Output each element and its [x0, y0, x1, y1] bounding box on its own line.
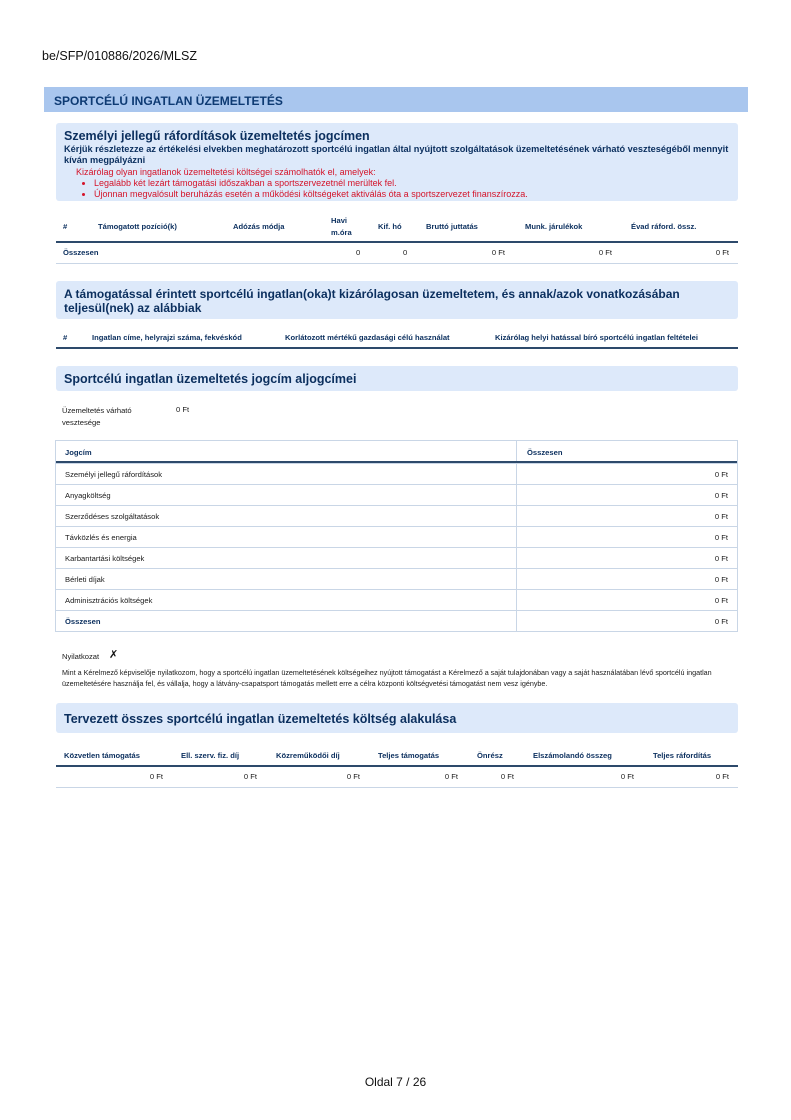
col-total-support: Teljes támogatás — [378, 751, 440, 760]
col-intermediary-fee: Közreműködői díj — [276, 751, 340, 760]
row-label: Személyi jellegű ráfordítások — [65, 470, 163, 479]
total-contributions: 0 Ft — [598, 248, 612, 257]
column-divider — [516, 548, 517, 568]
table-row — [56, 568, 737, 589]
col-gross: Bruttó juttatás — [426, 222, 478, 231]
column-divider — [516, 441, 517, 461]
declaration-text — [62, 668, 742, 689]
declaration-checkmark: ✗ — [109, 649, 119, 661]
col-local-conditions: Kizárólag helyi hatással bíró sportcélú ingatlan feltételei — [495, 333, 698, 342]
row-value: 0 Ft — [714, 554, 728, 563]
total-value: 0 Ft — [714, 617, 728, 626]
value-own-contribution: 0 Ft — [500, 772, 514, 781]
col-own-contribution: Önrész — [477, 751, 503, 760]
table-header-row — [56, 441, 737, 463]
value-control-fee: 0 Ft — [243, 772, 257, 781]
table-header-divider — [56, 765, 738, 767]
value-total-support: 0 Ft — [444, 772, 458, 781]
warning-item: • Legalább két lezárt támogatási időszakban a sportszervezetnél merültek fel. — [94, 178, 730, 189]
column-divider — [516, 527, 517, 547]
expected-loss-label-line: Üzemeltetés várható — [62, 406, 132, 415]
expected-loss-value: 0 Ft — [176, 405, 190, 414]
row-value: 0 Ft — [714, 491, 728, 500]
value-intermediary-fee: 0 Ft — [346, 772, 360, 781]
row-label: Karbantartási költségek — [65, 554, 145, 563]
value-direct-support: 0 Ft — [149, 772, 163, 781]
col-category: Jogcím — [65, 448, 92, 457]
col-position: Támogatott pozíció(k) — [98, 222, 177, 231]
column-divider — [516, 611, 517, 631]
col-address: Ingatlan címe, helyrajzi száma, fekvéskód — [92, 333, 242, 342]
table-header-divider — [56, 241, 738, 243]
row-value: 0 Ft — [714, 470, 728, 479]
col-settlement-amount: Elszámolandó összeg — [533, 751, 612, 760]
col-months: Kif. hó — [378, 222, 402, 231]
total-label: Összesen — [65, 617, 101, 626]
col-season-total: Évad ráford. össz. — [631, 222, 697, 231]
planned-costs-section — [56, 703, 738, 733]
row-value: 0 Ft — [714, 575, 728, 584]
col-monthly: Havi — [331, 216, 348, 225]
subcategory-table — [55, 440, 738, 632]
expected-loss-label-line: vesztesége — [62, 418, 101, 427]
total-label: Összesen — [63, 248, 99, 257]
section-title: A támogatással érintett sportcélú ingatlan(oka)t kizárólagosan üzemeltetem, és annak/azok vonatkozásában teljesül(nek) az alábbiak — [64, 287, 680, 315]
col-control-fee: Ell. szerv. fiz. díj — [181, 751, 240, 760]
expected-loss-label — [62, 405, 132, 429]
warning-list — [64, 178, 730, 200]
row-value: 0 Ft — [714, 512, 728, 521]
table-row — [56, 547, 737, 568]
column-divider — [516, 485, 517, 505]
table-row — [56, 526, 737, 547]
row-label: Távközlés és energia — [65, 533, 137, 542]
column-divider — [516, 506, 517, 526]
row-label: Adminisztrációs költségek — [65, 596, 153, 605]
main-section-header: SPORTCÉLÚ INGATLAN ÜZEMELTETÉS — [44, 87, 748, 112]
row-label: Anyagköltség — [65, 491, 111, 500]
col-limited-use: Korlátozott mértékű gazdasági célú használat — [285, 333, 450, 342]
declaration-text-line: üzemeltetésére használja fel, és vállalja, hogy a látvány-csapatsport támogatás mellett erre a célra központi költségvetési támogatást nem vesz igénybe. — [62, 678, 548, 688]
total-gross: 0 Ft — [491, 248, 505, 257]
total-hours: 0 — [356, 248, 361, 257]
section-title: Személyi jellegű ráfordítások üzemeltetés jogcímen — [64, 129, 370, 143]
table-total-row — [56, 610, 737, 631]
column-divider — [516, 569, 517, 589]
col-hours: m.óra — [331, 228, 352, 237]
value-total-expenditure: 0 Ft — [715, 772, 729, 781]
section-title: Tervezett összes sportcélú ingatlan üzemeltetés költség alakulása — [64, 712, 457, 726]
col-index: # — [63, 333, 68, 342]
table-row — [56, 463, 737, 484]
table-row — [56, 589, 737, 610]
declaration-text-line: Mint a Kérelmező képviselője nyilatkozom, hogy a sportcélú ingatlan üzemeltetésének költségeihez nyújtott támogatást a Kérelmező a saját tulajdonában vagy a saját használatában lévő sportcélú ingatlan — [62, 668, 712, 677]
value-settlement-amount: 0 Ft — [620, 772, 634, 781]
column-divider — [516, 590, 517, 610]
exclusive-operation-section — [56, 281, 738, 319]
total-months: 0 — [403, 248, 408, 257]
personnel-costs-section — [56, 123, 738, 201]
warning-text: Kizárólag olyan ingatlanok üzemeltetési költségei számolhatók el, amelyek: — [76, 167, 376, 177]
table-bottom-divider — [56, 787, 738, 788]
col-direct-support: Közvetlen támogatás — [64, 751, 140, 760]
table-bottom-divider — [56, 263, 738, 264]
section-description: Kérjük részletezze az értékelési elvekben meghatározott sportcélú ingatlan által nyújtott szolgáltatások üzemeltetésének várható veszteségéből mennyit kíván megpályázni — [64, 144, 729, 165]
col-total-expenditure: Teljes ráfordítás — [653, 751, 712, 760]
subcategories-section — [56, 366, 738, 391]
total-season: 0 Ft — [715, 248, 729, 257]
col-tax-mode: Adózás módja — [233, 222, 285, 231]
section-title: Sportcélú ingatlan üzemeltetés jogcím aljogcímei — [64, 372, 357, 386]
col-index: # — [63, 222, 68, 231]
document-reference: be/SFP/010886/2026/MLSZ — [42, 49, 197, 63]
table-row — [56, 484, 737, 505]
col-contributions: Munk. járulékok — [525, 222, 583, 231]
row-label: Bérleti díjak — [65, 575, 105, 584]
column-divider — [516, 464, 517, 484]
table-header-divider — [56, 347, 738, 349]
row-label: Szerződéses szolgáltatások — [65, 512, 160, 521]
row-value: 0 Ft — [714, 596, 728, 605]
page-number: Oldal 7 / 26 — [364, 1075, 427, 1089]
col-total: Összesen — [527, 448, 563, 457]
declaration-label: Nyilatkozat — [62, 652, 100, 661]
row-value: 0 Ft — [714, 533, 728, 542]
warning-item: • Újonnan megvalósult beruházás esetén a működési költségeket aktiválás óta a sportszervezet finanszírozza. — [94, 189, 730, 200]
table-row — [56, 505, 737, 526]
